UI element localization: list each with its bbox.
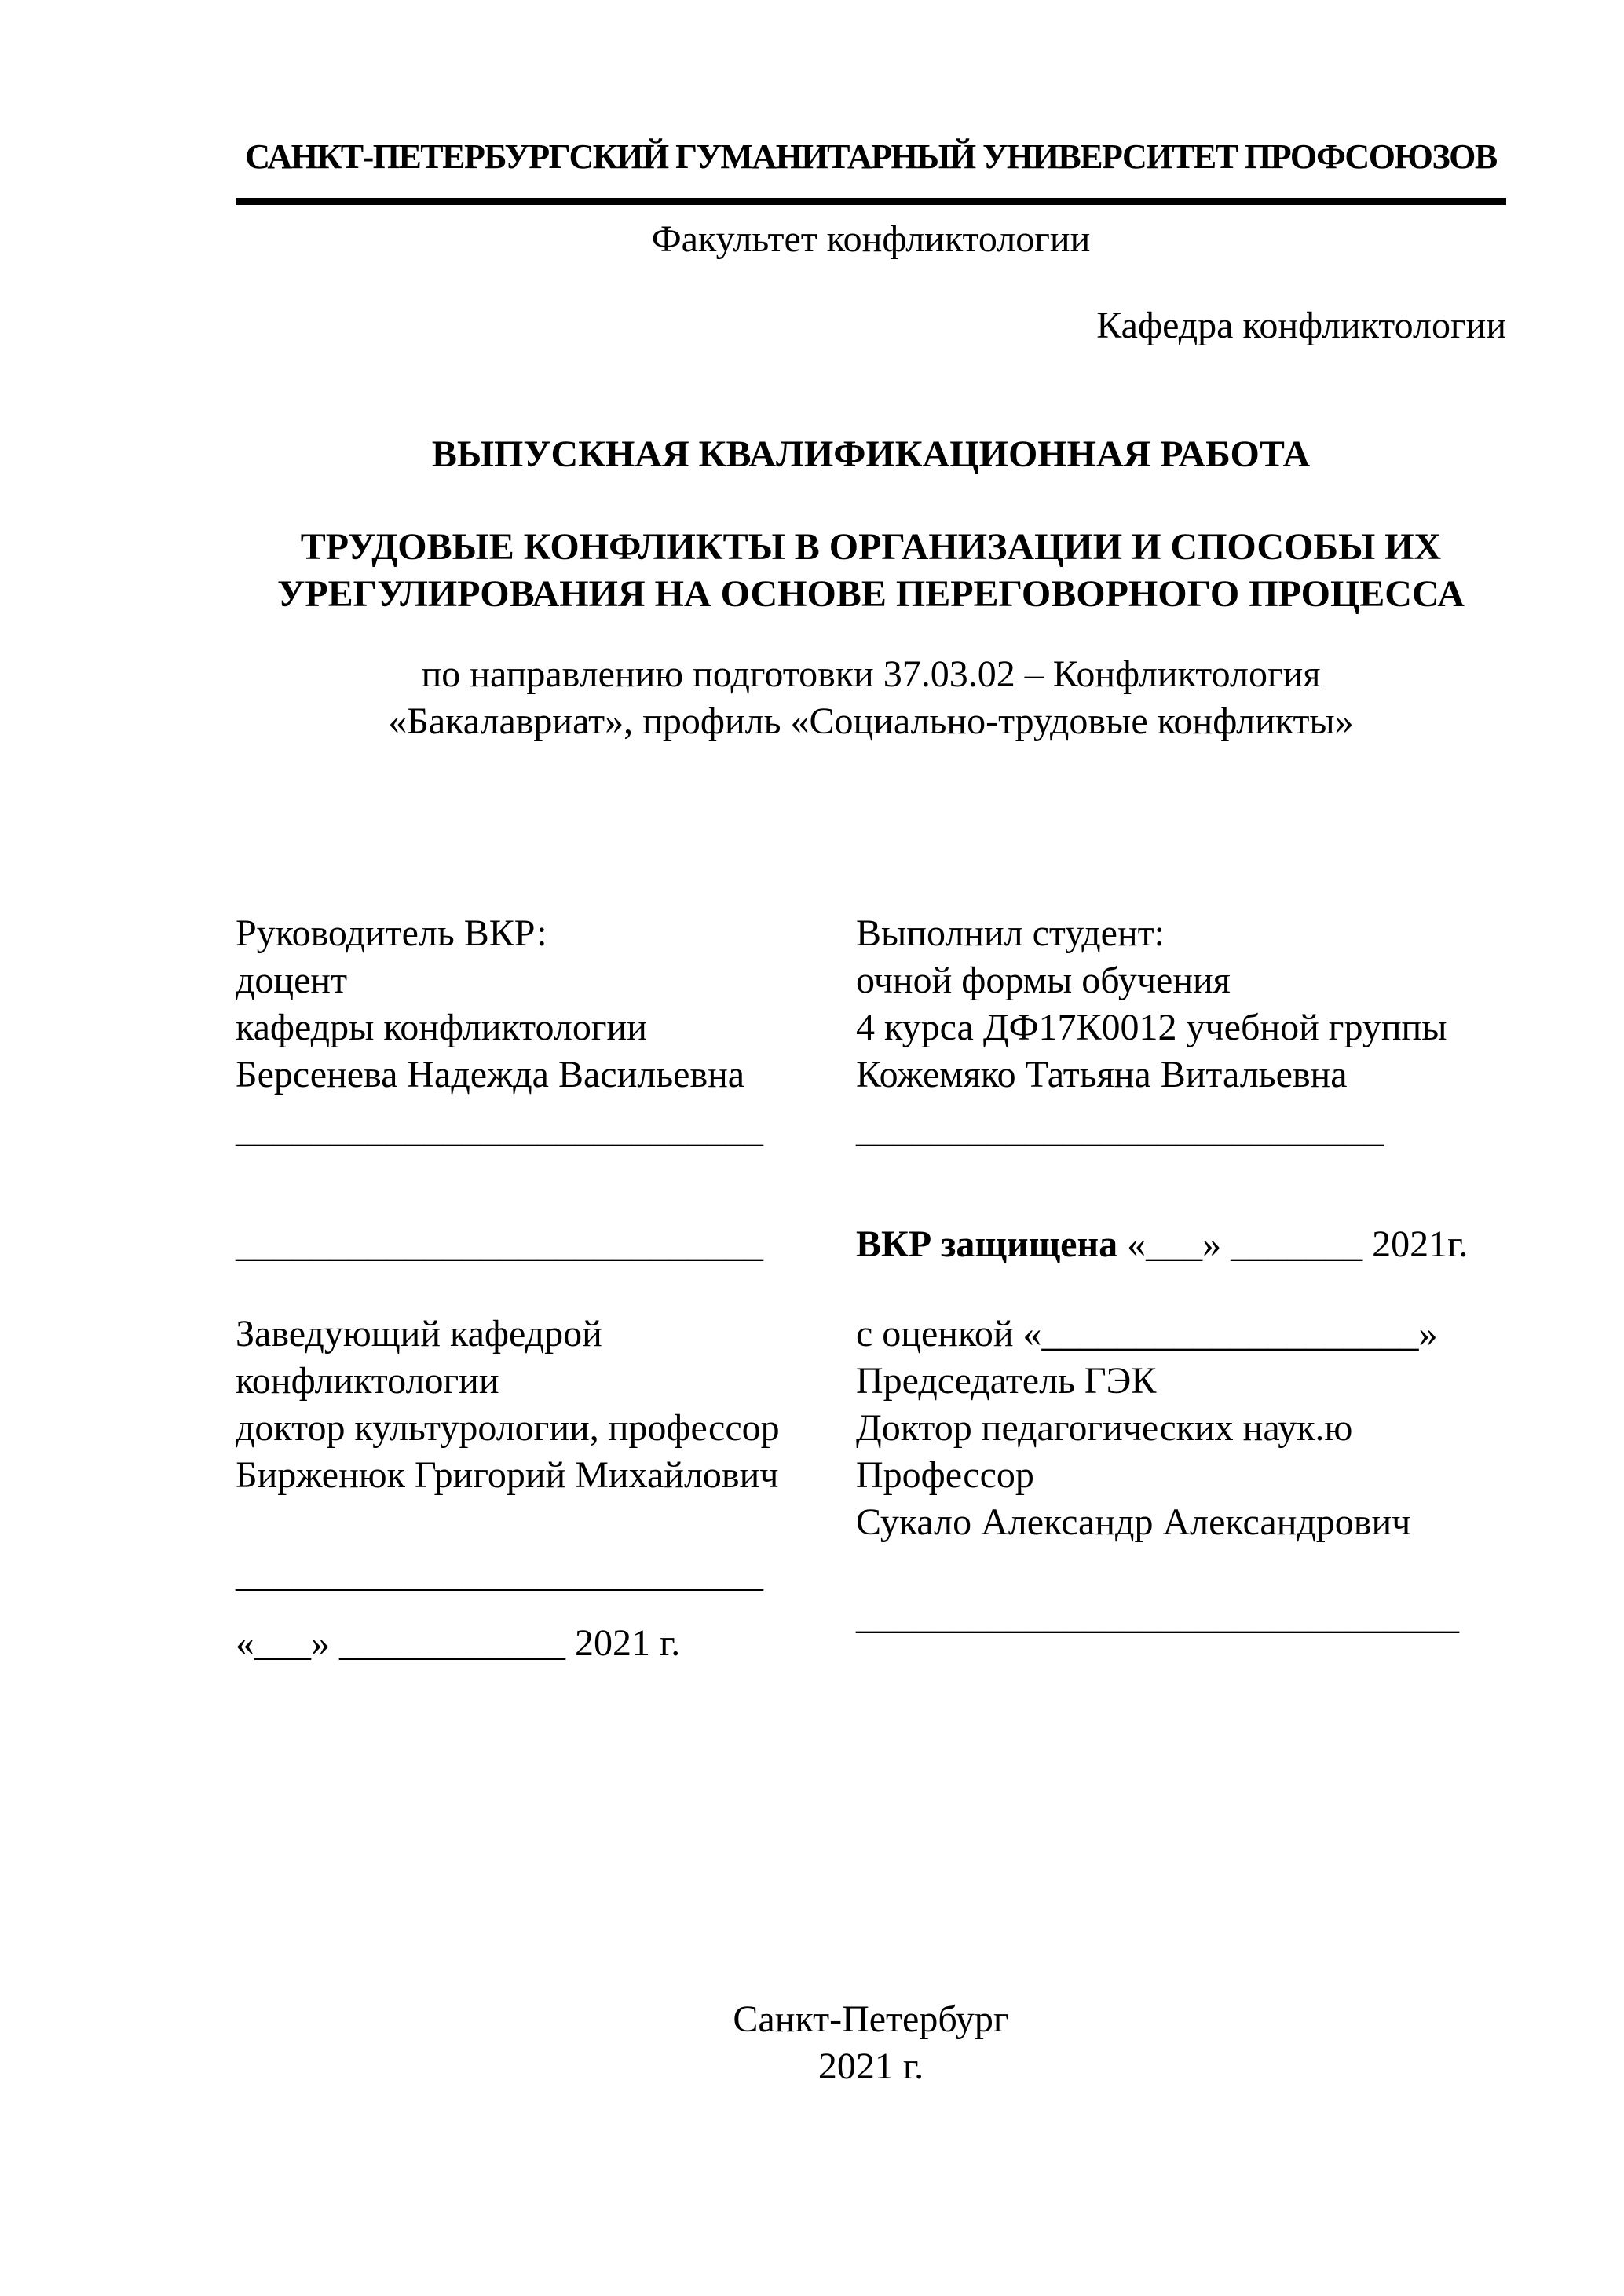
gek-chairman-title: Председатель ГЭК [856,1360,1157,1402]
defense-status-line [856,1221,1506,1268]
head-degree: доктор культурологии, профессор [236,1407,780,1449]
university-name: САНКТ-ПЕТЕРБУРГСКИЙ ГУМАНИТАРНЫЙ УНИВЕРСИТЕТ ПРОФСОЮЗОВ [236,133,1506,205]
program-profile-line: «Бакалавриат», профиль «Социально-трудовые конфликты» [388,700,1354,742]
student-label: Выполнил студент: [856,912,1165,954]
head-of-department-section [236,1311,856,1667]
gek-chairman-degree: Доктор педагогических наук.ю [856,1407,1353,1449]
supervisor-section [236,910,856,1153]
grade-line: с оценкой «____________________» [856,1313,1438,1355]
defense-defended-blank: «___» _______ 2021г. [1127,1223,1469,1265]
left-signature-line-2: ____________________________ [236,1223,763,1265]
thesis-title [236,524,1506,618]
head-name: Бирженюк Григорий Михайлович [236,1454,779,1496]
work-type-heading: ВЫПУСКНАЯ КВАЛИФИКАЦИОННАЯ РАБОТА [431,433,1311,475]
thesis-title-line-1: ТРУДОВЫЕ КОНФЛИКТЫ В ОРГАНИЗАЦИИ И СПОСОБЫ ИХ [300,526,1442,568]
student-signature-line: ____________________________ [856,1109,1384,1150]
gek-chairman-name: Сукало Александр Александрович [856,1501,1411,1543]
program-direction-line: по направлению подготовки 37.03.02 – Конфликтология [421,653,1321,695]
gek-chairman-rank: Профессор [856,1454,1034,1496]
head-signature-line: ____________________________ [236,1553,763,1595]
faculty-name: Факультет конфликтологии [651,218,1091,260]
supervisor-position: доцент [236,960,348,1001]
gek-signature-line: ________________________________ [856,1596,1459,1637]
spacer [856,1546,1506,1593]
student-section [856,910,1506,1153]
supervisor-department: кафедры конфликтологии [236,1007,647,1048]
thesis-title-line-2: УРЕГУЛИРОВАНИЯ НА ОСНОВЕ ПЕРЕГОВОРНОГО ПРОЦЕССА [277,573,1465,615]
supervisor-signature-line: ____________________________ [236,1109,763,1150]
department-name: Кафедра конфликтологии [1096,305,1506,346]
supervisor-name: Берсенева Надежда Васильевна [236,1054,745,1095]
head-title-line-2: конфликтологии [236,1360,499,1402]
people-block [236,910,1506,1153]
program-info [236,651,1506,745]
footer [236,1996,1506,2090]
footer-city: Санкт-Петербург [733,1998,1009,2040]
lower-block [236,1311,1506,1667]
student-study-form: очной формы обучения [856,960,1231,1001]
head-title-line-1: Заведующий кафедрой [236,1313,602,1355]
gek-section [856,1311,1506,1667]
spacer [236,1499,856,1546]
student-group: 4 курса ДФ17К0012 учебной группы [856,1007,1447,1048]
defense-defended-label: ВКР защищена [856,1223,1118,1265]
supervisor-role-label: Руководитель ВКР: [236,912,547,954]
student-name: Кожемяко Татьяна Витальевна [856,1054,1348,1095]
defense-row [236,1221,1506,1268]
head-date-line: «___» ____________ 2021 г. [236,1622,681,1664]
footer-year: 2021 г. [817,2046,924,2087]
